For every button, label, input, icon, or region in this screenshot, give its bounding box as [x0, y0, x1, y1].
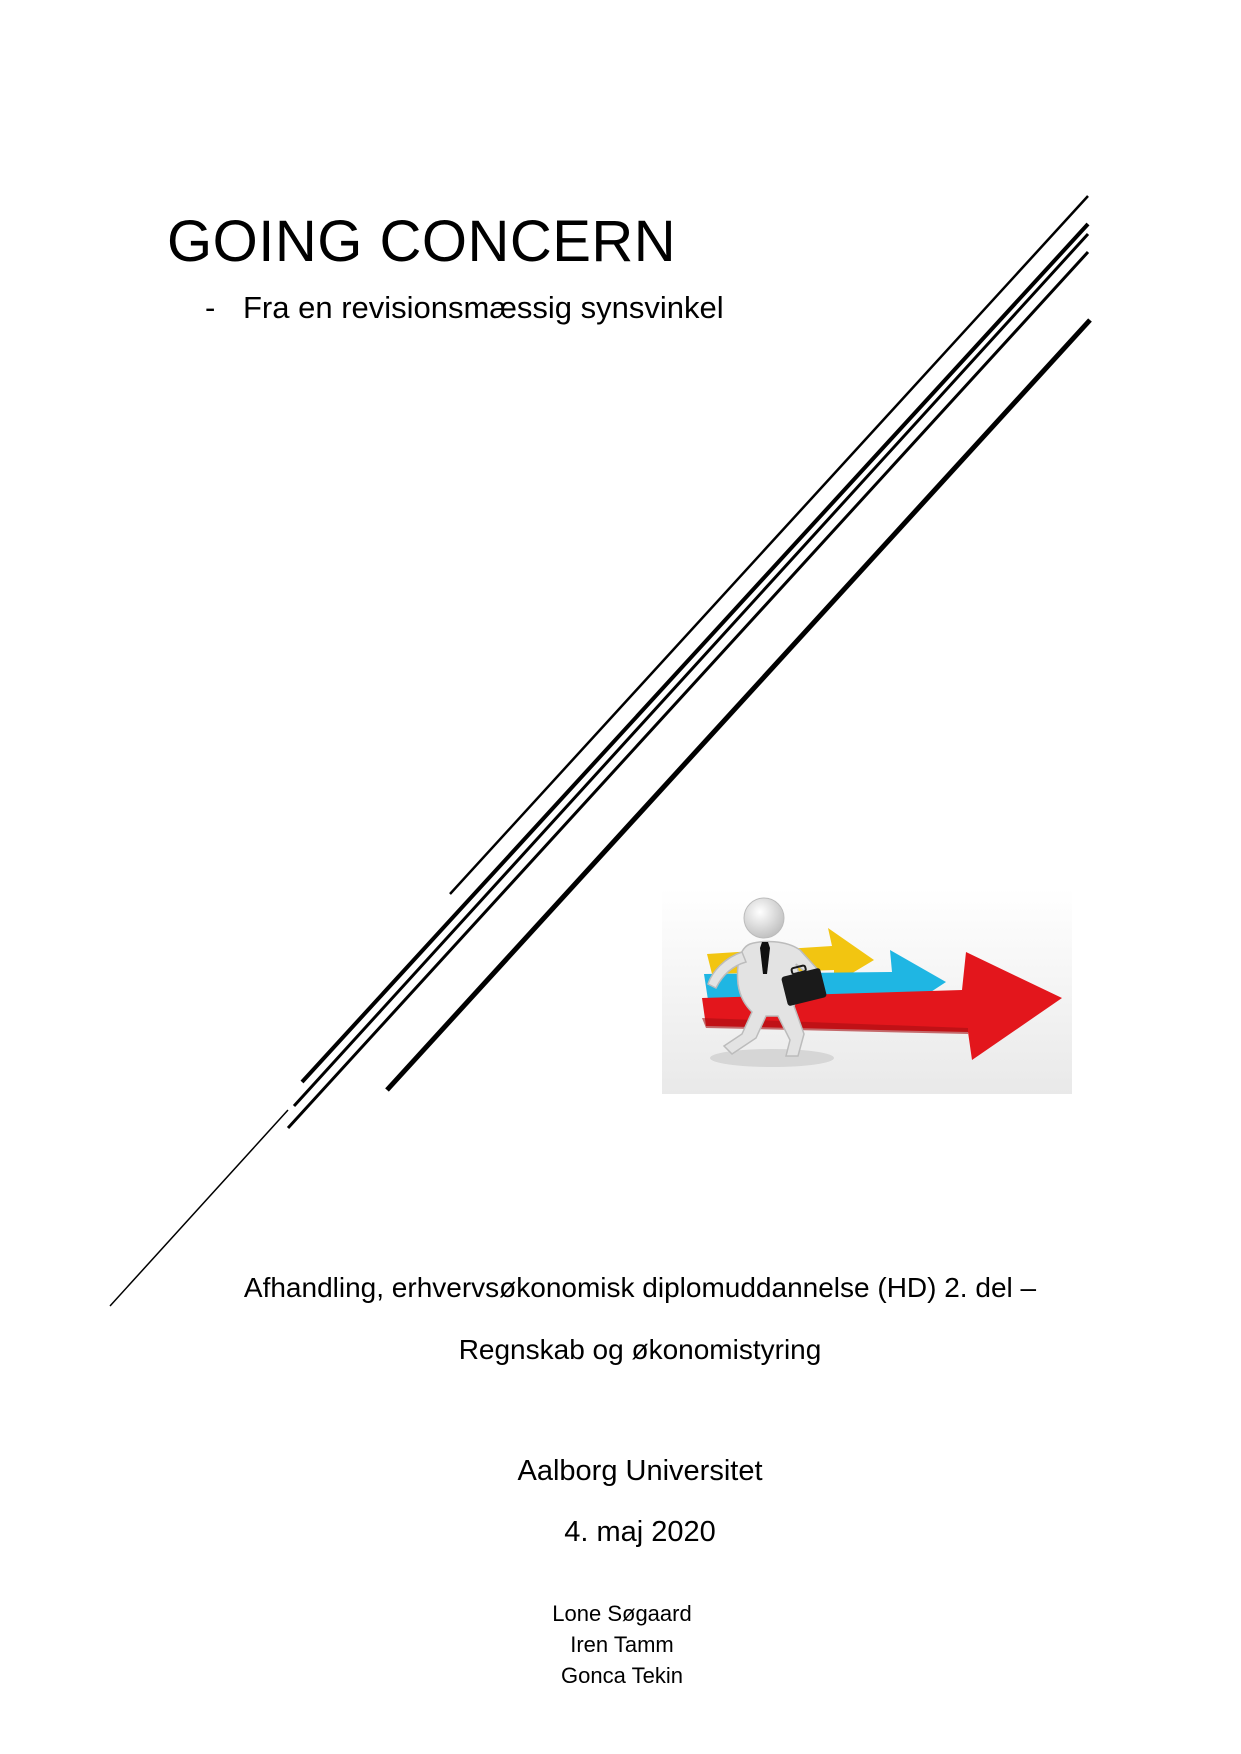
author-name: Lone Søgaard [552, 1601, 692, 1626]
author-name: Iren Tamm [570, 1632, 674, 1657]
businessman-with-arrows-icon [662, 888, 1072, 1094]
figure-shadow [710, 1049, 834, 1067]
author-list [462, 1598, 782, 1691]
diagonal-line-1 [450, 196, 1088, 894]
subtitle-dash: - [205, 290, 216, 325]
subtitle-text: Fra en revisionsmæssig synsvinkel [243, 290, 724, 325]
document-title: GOING CONCERN [167, 209, 677, 274]
submission-date: 4. maj 2020 [564, 1516, 716, 1548]
thesis-type: Afhandling, erhvervsøkonomisk diplomuddannelse (HD) 2. del – [243, 1272, 1037, 1303]
figure-head [744, 898, 784, 938]
author-name: Gonca Tekin [561, 1663, 683, 1688]
university-name: Aalborg Universitet [517, 1455, 763, 1487]
thesis-field: Regnskab og økonomistyring [458, 1334, 822, 1365]
